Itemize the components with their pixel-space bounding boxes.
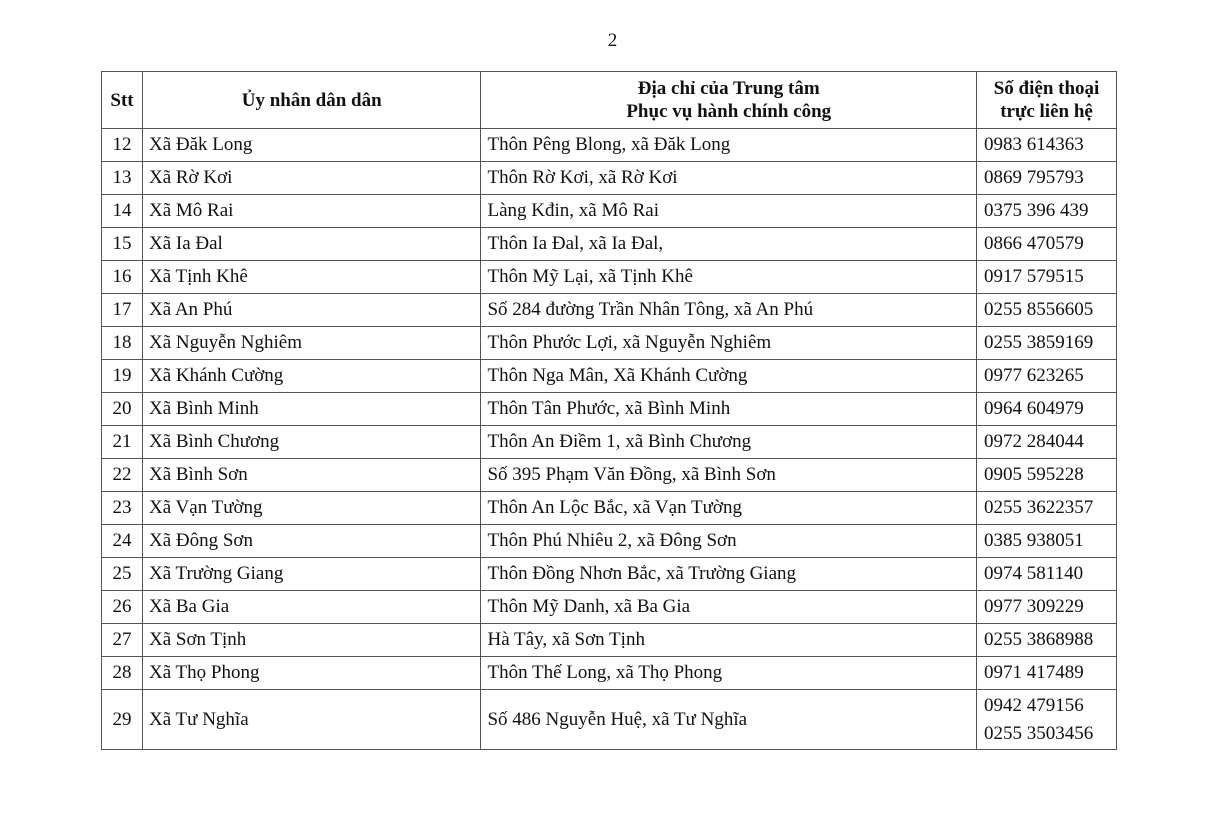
row-name: Xã Thọ Phong bbox=[142, 657, 481, 690]
row-address: Số 395 Phạm Văn Đồng, xã Bình Sơn bbox=[481, 459, 977, 492]
row-stt: 21 bbox=[102, 426, 143, 459]
row-name: Xã Tịnh Khê bbox=[142, 261, 481, 294]
phone-number: 0866 470579 bbox=[984, 233, 1084, 254]
phone-number: 0255 8556605 bbox=[984, 299, 1094, 320]
phone-number: 0917 579515 bbox=[984, 266, 1084, 287]
row-phone bbox=[977, 558, 1117, 591]
row-stt: 29 bbox=[102, 690, 143, 750]
row-stt: 22 bbox=[102, 459, 143, 492]
contact-table bbox=[101, 71, 1117, 750]
row-phone bbox=[977, 162, 1117, 195]
phone-number: 0255 3859169 bbox=[984, 332, 1094, 353]
row-address: Thôn Mỹ Danh, xã Ba Gia bbox=[481, 591, 977, 624]
row-stt: 20 bbox=[102, 393, 143, 426]
table-row bbox=[102, 294, 1117, 327]
phone-number: 0977 309229 bbox=[984, 596, 1084, 617]
row-address: Thôn Phước Lợi, xã Nguyễn Nghiêm bbox=[481, 327, 977, 360]
table-row bbox=[102, 558, 1117, 591]
row-name: Xã Rờ Kơi bbox=[142, 162, 481, 195]
table-row bbox=[102, 195, 1117, 228]
row-stt: 27 bbox=[102, 624, 143, 657]
row-stt: 26 bbox=[102, 591, 143, 624]
row-name: Xã Bình Minh bbox=[142, 393, 481, 426]
header-phone-line1: Số điện thoại bbox=[993, 78, 1100, 99]
row-stt: 12 bbox=[102, 129, 143, 162]
row-stt: 13 bbox=[102, 162, 143, 195]
row-address: Thôn Phú Nhiêu 2, xã Đông Sơn bbox=[481, 525, 977, 558]
phone-number: 0255 3622357 bbox=[984, 497, 1094, 518]
table-row bbox=[102, 261, 1117, 294]
header-name: Ủy nhân dân dân bbox=[142, 72, 481, 129]
row-phone bbox=[977, 393, 1117, 426]
row-phone bbox=[977, 459, 1117, 492]
row-address: Thôn Nga Mân, Xã Khánh Cường bbox=[481, 360, 977, 393]
row-name: Xã Sơn Tịnh bbox=[142, 624, 481, 657]
row-phone bbox=[977, 426, 1117, 459]
table-row bbox=[102, 492, 1117, 525]
phone-number: 0983 614363 bbox=[984, 134, 1084, 155]
row-name: Xã Mô Rai bbox=[142, 195, 481, 228]
phone-number: 0974 581140 bbox=[984, 563, 1084, 584]
row-name: Xã Trường Giang bbox=[142, 558, 481, 591]
row-address: Thôn An Lộc Bắc, xã Vạn Tường bbox=[481, 492, 977, 525]
phone-number: 0972 284044 bbox=[984, 431, 1084, 452]
row-address: Thôn Thế Long, xã Thọ Phong bbox=[481, 657, 977, 690]
row-address: Thôn Pêng Blong, xã Đăk Long bbox=[481, 129, 977, 162]
row-name: Xã Đông Sơn bbox=[142, 525, 481, 558]
row-phone bbox=[977, 195, 1117, 228]
row-name: Xã Ba Gia bbox=[142, 591, 481, 624]
phone-number: 0905 595228 bbox=[984, 464, 1084, 485]
row-stt: 28 bbox=[102, 657, 143, 690]
phone-number: 0385 938051 bbox=[984, 530, 1084, 551]
row-address: Thôn Ia Đal, xã Ia Đal, bbox=[481, 228, 977, 261]
row-name: Xã Khánh Cường bbox=[142, 360, 481, 393]
row-address: Thôn Mỹ Lại, xã Tịnh Khê bbox=[481, 261, 977, 294]
row-phone bbox=[977, 525, 1117, 558]
table-row bbox=[102, 459, 1117, 492]
row-name: Xã Bình Sơn bbox=[142, 459, 481, 492]
table-row bbox=[102, 162, 1117, 195]
table-row bbox=[102, 690, 1117, 750]
row-address: Thôn An Điềm 1, xã Bình Chương bbox=[481, 426, 977, 459]
table-row bbox=[102, 129, 1117, 162]
header-row bbox=[102, 72, 1117, 129]
row-phone bbox=[977, 228, 1117, 261]
header-phone-line2: trực liên hệ bbox=[1000, 101, 1093, 122]
row-stt: 23 bbox=[102, 492, 143, 525]
table-header bbox=[102, 72, 1117, 129]
row-stt: 17 bbox=[102, 294, 143, 327]
row-phone bbox=[977, 360, 1117, 393]
row-phone bbox=[977, 624, 1117, 657]
row-name: Xã Nguyễn Nghiêm bbox=[142, 327, 481, 360]
table-row bbox=[102, 327, 1117, 360]
row-address: Số 486 Nguyễn Huệ, xã Tư Nghĩa bbox=[481, 690, 977, 750]
table-body bbox=[102, 129, 1117, 750]
row-phone bbox=[977, 294, 1117, 327]
row-stt: 19 bbox=[102, 360, 143, 393]
header-address bbox=[481, 72, 977, 129]
row-phone bbox=[977, 261, 1117, 294]
row-name: Xã An Phú bbox=[142, 294, 481, 327]
page-number: 2 bbox=[607, 30, 618, 51]
header-address-line2: Phục vụ hành chính công bbox=[626, 101, 832, 122]
row-name: Xã Ia Đal bbox=[142, 228, 481, 261]
row-stt: 24 bbox=[102, 525, 143, 558]
row-name: Xã Vạn Tường bbox=[142, 492, 481, 525]
row-address: Làng Kđin, xã Mô Rai bbox=[481, 195, 977, 228]
row-address: Hà Tây, xã Sơn Tịnh bbox=[481, 624, 977, 657]
row-phone bbox=[977, 492, 1117, 525]
phone-number: 0255 3503456 bbox=[984, 722, 1094, 744]
phone-number: 0255 3868988 bbox=[984, 629, 1094, 650]
row-stt: 18 bbox=[102, 327, 143, 360]
phone-number: 0964 604979 bbox=[984, 398, 1084, 419]
row-address: Thôn Tân Phước, xã Bình Minh bbox=[481, 393, 977, 426]
row-stt: 16 bbox=[102, 261, 143, 294]
table-row bbox=[102, 393, 1117, 426]
phone-number: 0375 396 439 bbox=[984, 200, 1089, 221]
table-row bbox=[102, 360, 1117, 393]
row-phone bbox=[977, 327, 1117, 360]
table-row bbox=[102, 525, 1117, 558]
phone-number: 0971 417489 bbox=[984, 662, 1084, 683]
row-name: Xã Tư Nghĩa bbox=[142, 690, 481, 750]
table-row bbox=[102, 624, 1117, 657]
header-stt: Stt bbox=[102, 72, 143, 129]
row-phone bbox=[977, 690, 1117, 750]
row-phone bbox=[977, 591, 1117, 624]
row-address: Số 284 đường Trần Nhân Tông, xã An Phú bbox=[481, 294, 977, 327]
row-stt: 25 bbox=[102, 558, 143, 591]
row-name: Xã Bình Chương bbox=[142, 426, 481, 459]
row-phone bbox=[977, 129, 1117, 162]
table-row bbox=[102, 657, 1117, 690]
table-row bbox=[102, 426, 1117, 459]
header-address-line1: Địa chỉ của Trung tâm bbox=[637, 78, 820, 99]
phone-number: 0977 623265 bbox=[984, 365, 1084, 386]
table-row bbox=[102, 591, 1117, 624]
row-stt: 14 bbox=[102, 195, 143, 228]
row-phone bbox=[977, 657, 1117, 690]
header-phone bbox=[977, 72, 1117, 129]
phone-number: 0869 795793 bbox=[984, 167, 1084, 188]
phone-number: 0942 479156 bbox=[984, 694, 1084, 716]
row-stt: 15 bbox=[102, 228, 143, 261]
row-address: Thôn Đồng Nhơn Bắc, xã Trường Giang bbox=[481, 558, 977, 591]
row-address: Thôn Rờ Kơi, xã Rờ Kơi bbox=[481, 162, 977, 195]
table-row bbox=[102, 228, 1117, 261]
row-name: Xã Đăk Long bbox=[142, 129, 481, 162]
